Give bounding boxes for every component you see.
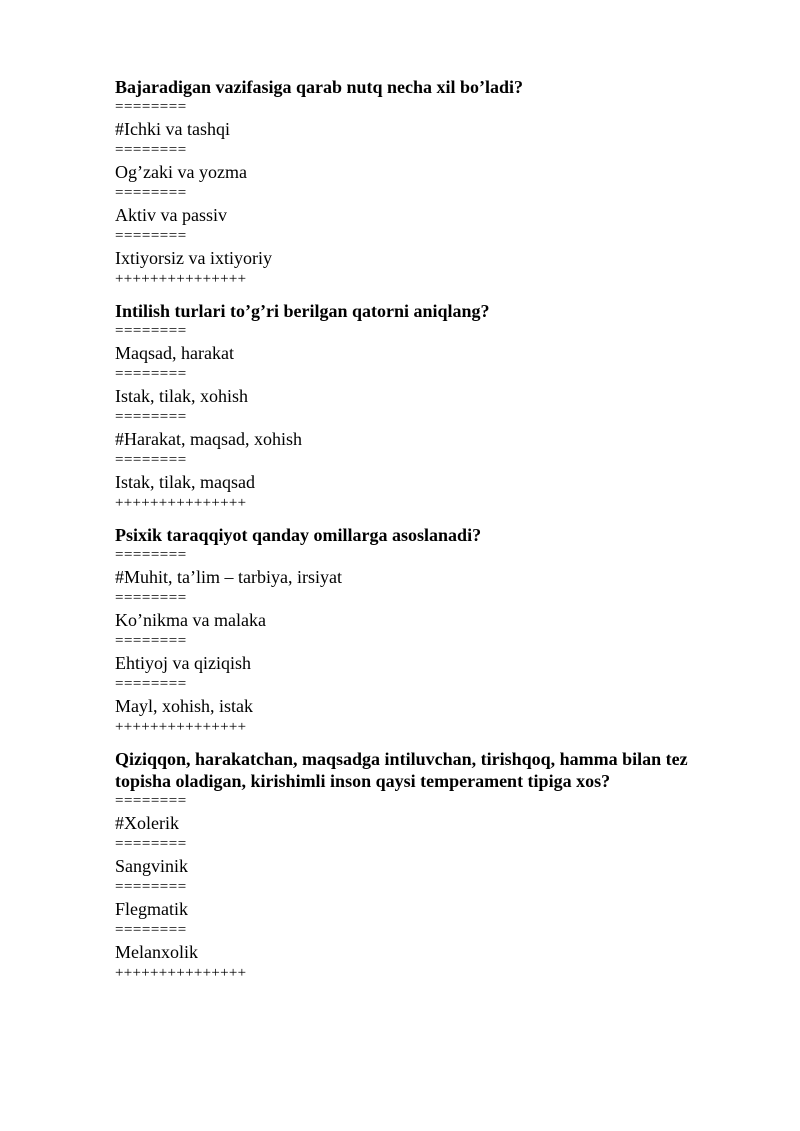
- separator: ========: [115, 793, 187, 809]
- end-marker: +++++++++++++++: [115, 495, 247, 511]
- answer-option: #Muhit, ta’lim – tarbiya, irsiyat: [115, 567, 342, 587]
- separator: ========: [115, 590, 187, 606]
- separator: ========: [115, 366, 187, 382]
- separator: ========: [115, 99, 187, 115]
- separator: ========: [115, 323, 187, 339]
- answer-option: Istak, tilak, maqsad: [115, 472, 255, 492]
- separator: ========: [115, 452, 187, 468]
- separator: ========: [115, 922, 187, 938]
- separator: ========: [115, 547, 187, 563]
- separator: ========: [115, 142, 187, 158]
- answer-option: Melanxolik: [115, 942, 198, 962]
- separator: ========: [115, 228, 187, 244]
- answer-option: #Harakat, maqsad, xohish: [115, 429, 302, 449]
- answer-option: Sangvinik: [115, 856, 189, 876]
- answer-option: Istak, tilak, xohish: [115, 386, 248, 406]
- answer-option: Maqsad, harakat: [115, 343, 234, 363]
- question-block: [115, 748, 720, 982]
- end-marker: +++++++++++++++: [115, 719, 247, 735]
- answer-option: Flegmatik: [115, 899, 188, 919]
- answer-option: Ixtiyorsiz va ixtiyoriy: [115, 248, 272, 268]
- separator: ========: [115, 836, 187, 852]
- answer-option: Mayl, xohish, istak: [115, 696, 253, 716]
- separator: ========: [115, 633, 187, 649]
- separator: ========: [115, 676, 187, 692]
- answer-option: Ehtiyoj va qiziqish: [115, 653, 251, 673]
- answer-option: Og’zaki va yozma: [115, 162, 247, 182]
- question-text: Bajaradigan vazifasiga qarab nutq necha xil bo’ladi?: [115, 77, 524, 97]
- end-marker: +++++++++++++++: [115, 271, 247, 287]
- separator: ========: [115, 409, 187, 425]
- question-block: [115, 524, 720, 736]
- answer-option: Ko’nikma va malaka: [115, 610, 266, 630]
- end-marker: +++++++++++++++: [115, 965, 247, 981]
- separator: ========: [115, 879, 187, 895]
- separator: ========: [115, 185, 187, 201]
- answer-option: #Ichki va tashqi: [115, 119, 230, 139]
- answer-option: Aktiv va passiv: [115, 205, 227, 225]
- question-text: Psixik taraqqiyot qanday omillarga asoslanadi?: [115, 525, 482, 545]
- question-text: Qiziqqon, harakatchan, maqsadga intiluvchan, tirishqoq, hamma bilan tez topisha oladigan, kirishimli inson qaysi temperament tipiga xos?: [115, 749, 688, 791]
- answer-option: #Xolerik: [115, 813, 179, 833]
- question-block: [115, 300, 720, 512]
- question-text: Intilish turlari to’g’ri berilgan qatorni aniqlang?: [115, 301, 490, 321]
- question-block: [115, 76, 720, 288]
